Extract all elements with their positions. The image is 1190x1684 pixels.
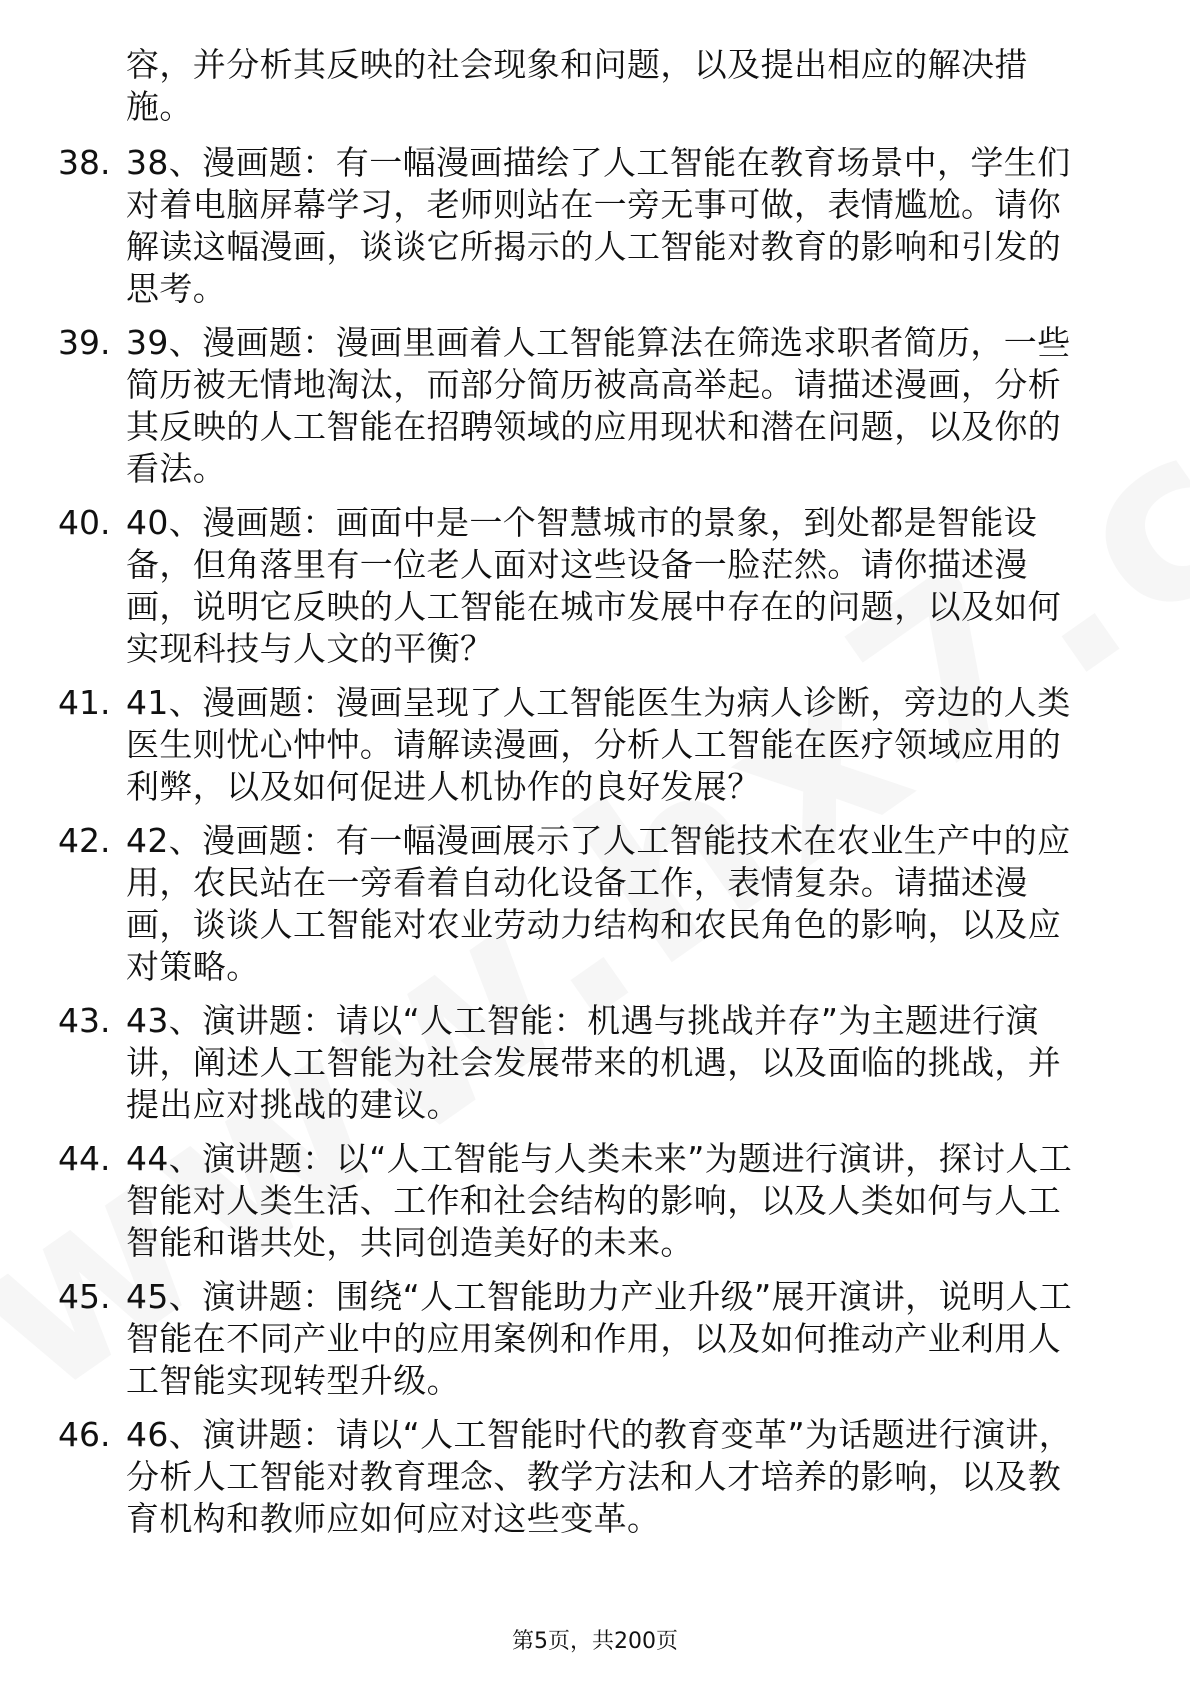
item-line: 利弊，以及如何促进人机协作的良好发展？: [126, 767, 761, 806]
item-line: 其反映的人工智能在招聘领域的应用现状和潜在问题，以及你的: [126, 407, 1062, 446]
item-number: 38.: [58, 143, 111, 182]
item-line: 44、演讲题：以“人工智能与人类未来”为题进行演讲，探讨人工: [126, 1139, 1073, 1178]
item-number: 43.: [58, 1001, 111, 1040]
item-line: 40、漫画题：画面中是一个智慧城市的景象，到处都是智能设: [126, 503, 1038, 542]
item-line: 智能在不同产业中的应用案例和作用，以及如何推动产业利用人: [126, 1319, 1062, 1358]
item-line: 38、漫画题：有一幅漫画描绘了人工智能在教育场景中，学生们: [126, 143, 1071, 182]
item-number: 41.: [58, 683, 111, 722]
item-line: 备，但角落里有一位老人面对这些设备一脸茫然。请你描述漫: [126, 545, 1028, 584]
item-line: 智能和谐共处，共同创造美好的未来。: [126, 1223, 694, 1262]
item-line: 用，农民站在一旁看着自动化设备工作，表情复杂。请描述漫: [126, 863, 1028, 902]
item-line: 39、漫画题：漫画里画着人工智能算法在筛选求职者简历，一些: [126, 323, 1071, 362]
item-line: 画，说明它反映的人工智能在城市发展中存在的问题，以及如何: [126, 587, 1062, 626]
item-line: 分析人工智能对教育理念、教学方法和人才培养的影响，以及教: [126, 1457, 1062, 1496]
item-line: 提出应对挑战的建议。: [126, 1085, 460, 1124]
item-number: 39.: [58, 323, 111, 362]
item-number: 40.: [58, 503, 111, 542]
item-number: 44.: [58, 1139, 111, 1178]
item-line: 42、漫画题：有一幅漫画展示了人工智能技术在农业生产中的应: [126, 821, 1071, 860]
item-number: 46.: [58, 1415, 111, 1454]
item-line: 看法。: [126, 449, 227, 488]
item-line: 简历被无情地淘汰，而部分简历被高高举起。请描述漫画，分析: [126, 365, 1062, 404]
item-line: 医生则忧心忡忡。请解读漫画，分析人工智能在医疗领域应用的: [126, 725, 1062, 764]
item-line: 讲，阐述人工智能为社会发展带来的机遇，以及面临的挑战，并: [126, 1043, 1062, 1082]
item-line: 育机构和教师应如何应对这些变革。: [126, 1499, 661, 1538]
item-line: 画，谈谈人工智能对农业劳动力结构和农民角色的影响，以及应: [126, 905, 1062, 944]
item-line: 46、演讲题：请以“人工智能时代的教育变革”为话题进行演讲，: [126, 1415, 1073, 1454]
item-line: 解读这幅漫画，谈谈它所揭示的人工智能对教育的影响和引发的: [126, 227, 1062, 266]
item-line: 工智能实现转型升级。: [126, 1361, 460, 1400]
continuation-line: 容，并分析其反映的社会现象和问题，以及提出相应的解决措: [126, 45, 1028, 84]
item-line: 实现科技与人文的平衡？: [126, 629, 494, 668]
item-line: 对策略。: [126, 947, 260, 986]
continuation-line: 施。: [126, 87, 193, 126]
item-line: 43、演讲题：请以“人工智能：机遇与挑战并存”为主题进行演: [126, 1001, 1039, 1040]
item-line: 41、漫画题：漫画呈现了人工智能医生为病人诊断，旁边的人类: [126, 683, 1071, 722]
item-line: 智能对人类生活、工作和社会结构的影响，以及人类如何与人工: [126, 1181, 1062, 1220]
item-number: 45.: [58, 1277, 111, 1316]
item-line: 45、演讲题：围绕“人工智能助力产业升级”展开演讲，说明人工: [126, 1277, 1073, 1316]
item-line: 对着电脑屏幕学习，老师则站在一旁无事可做，表情尴尬。请你: [126, 185, 1062, 224]
item-line: 思考。: [126, 269, 227, 308]
item-number: 42.: [58, 821, 111, 860]
page-footer: 第5页，共200页: [512, 1629, 678, 1654]
